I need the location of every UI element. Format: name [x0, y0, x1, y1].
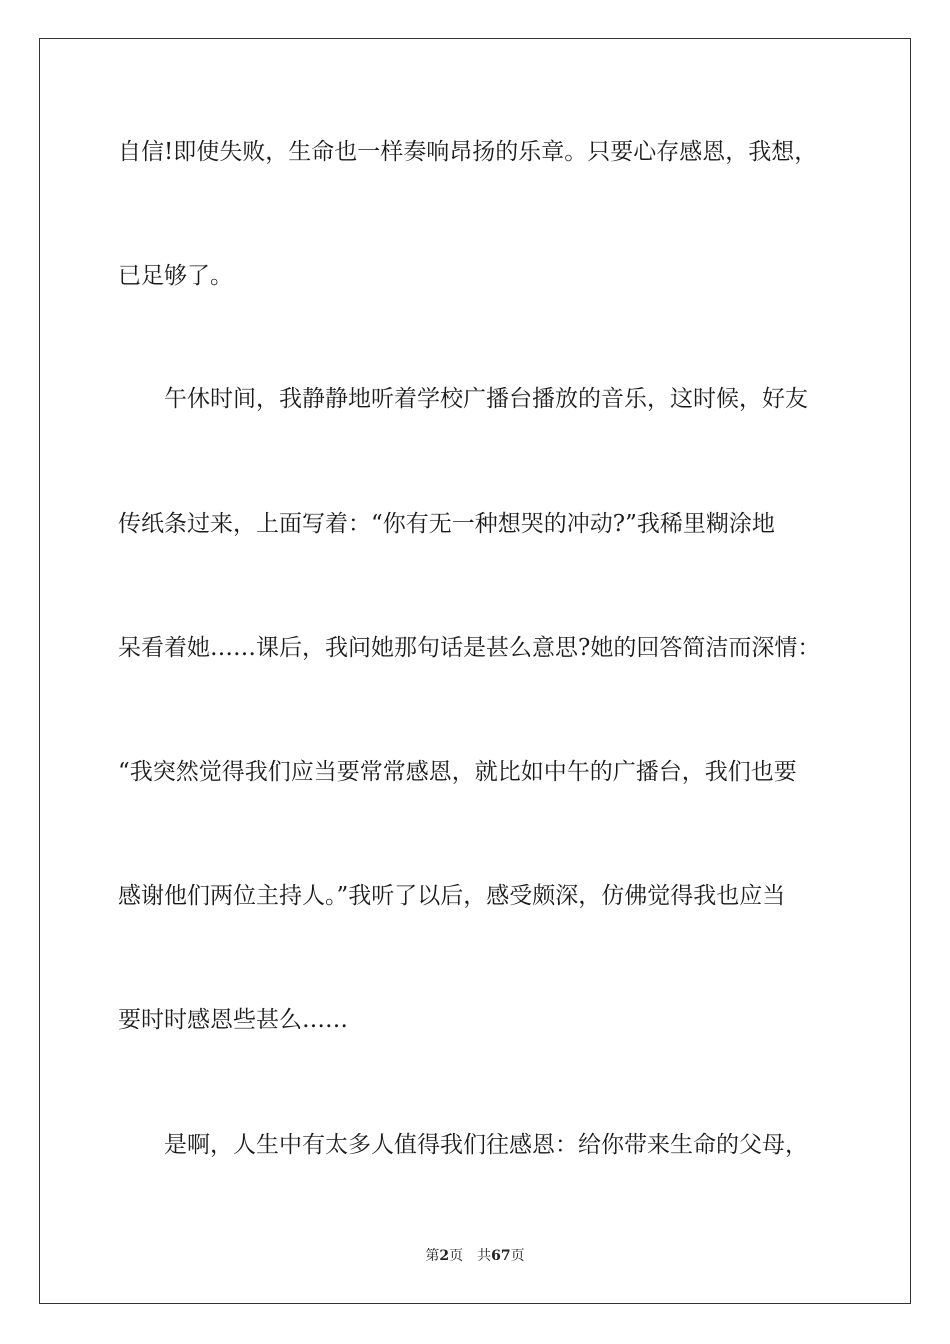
- text-line-9: 是啊，人生中有太多人值得我们往感恩：给你带来生命的父母，: [164, 1132, 808, 1158]
- total-suffix: 页: [510, 1248, 525, 1264]
- page-border: [39, 38, 911, 1304]
- text-line-5: 呆看着她……课后，我问她那句话是甚么意思?她的回答简洁而深情：: [118, 635, 821, 661]
- text-line-3: 午休时间，我静静地听着学校广播台播放的音乐，这时候，好友: [164, 386, 808, 412]
- text-line-6: “我突然觉得我们应当要常常感恩，就比如中午的广播台，我们也要: [118, 759, 797, 785]
- text-line-8: 要时时感恩些甚么……: [118, 1007, 348, 1033]
- total-pages: 67: [491, 1248, 511, 1264]
- page-footer: [0, 1246, 950, 1266]
- page-number: 2: [439, 1248, 450, 1264]
- page-suffix: 页: [449, 1248, 464, 1264]
- page-prefix: 第: [425, 1248, 440, 1264]
- text-line-2: 已足够了。: [118, 263, 233, 289]
- text-line-7: 感谢他们两位主持人。”我听了以后，感受颇深，仿佛觉得我也应当: [118, 883, 786, 909]
- text-line-1: 自信!即使失败，生命也一样奏响昂扬的乐章。只要心存感恩，我想，: [118, 139, 818, 165]
- total-prefix: 共: [477, 1248, 492, 1264]
- text-line-4: 传纸条过来，上面写着：“你有无一种想哭的冲动?”我稀里糊涂地: [118, 511, 775, 537]
